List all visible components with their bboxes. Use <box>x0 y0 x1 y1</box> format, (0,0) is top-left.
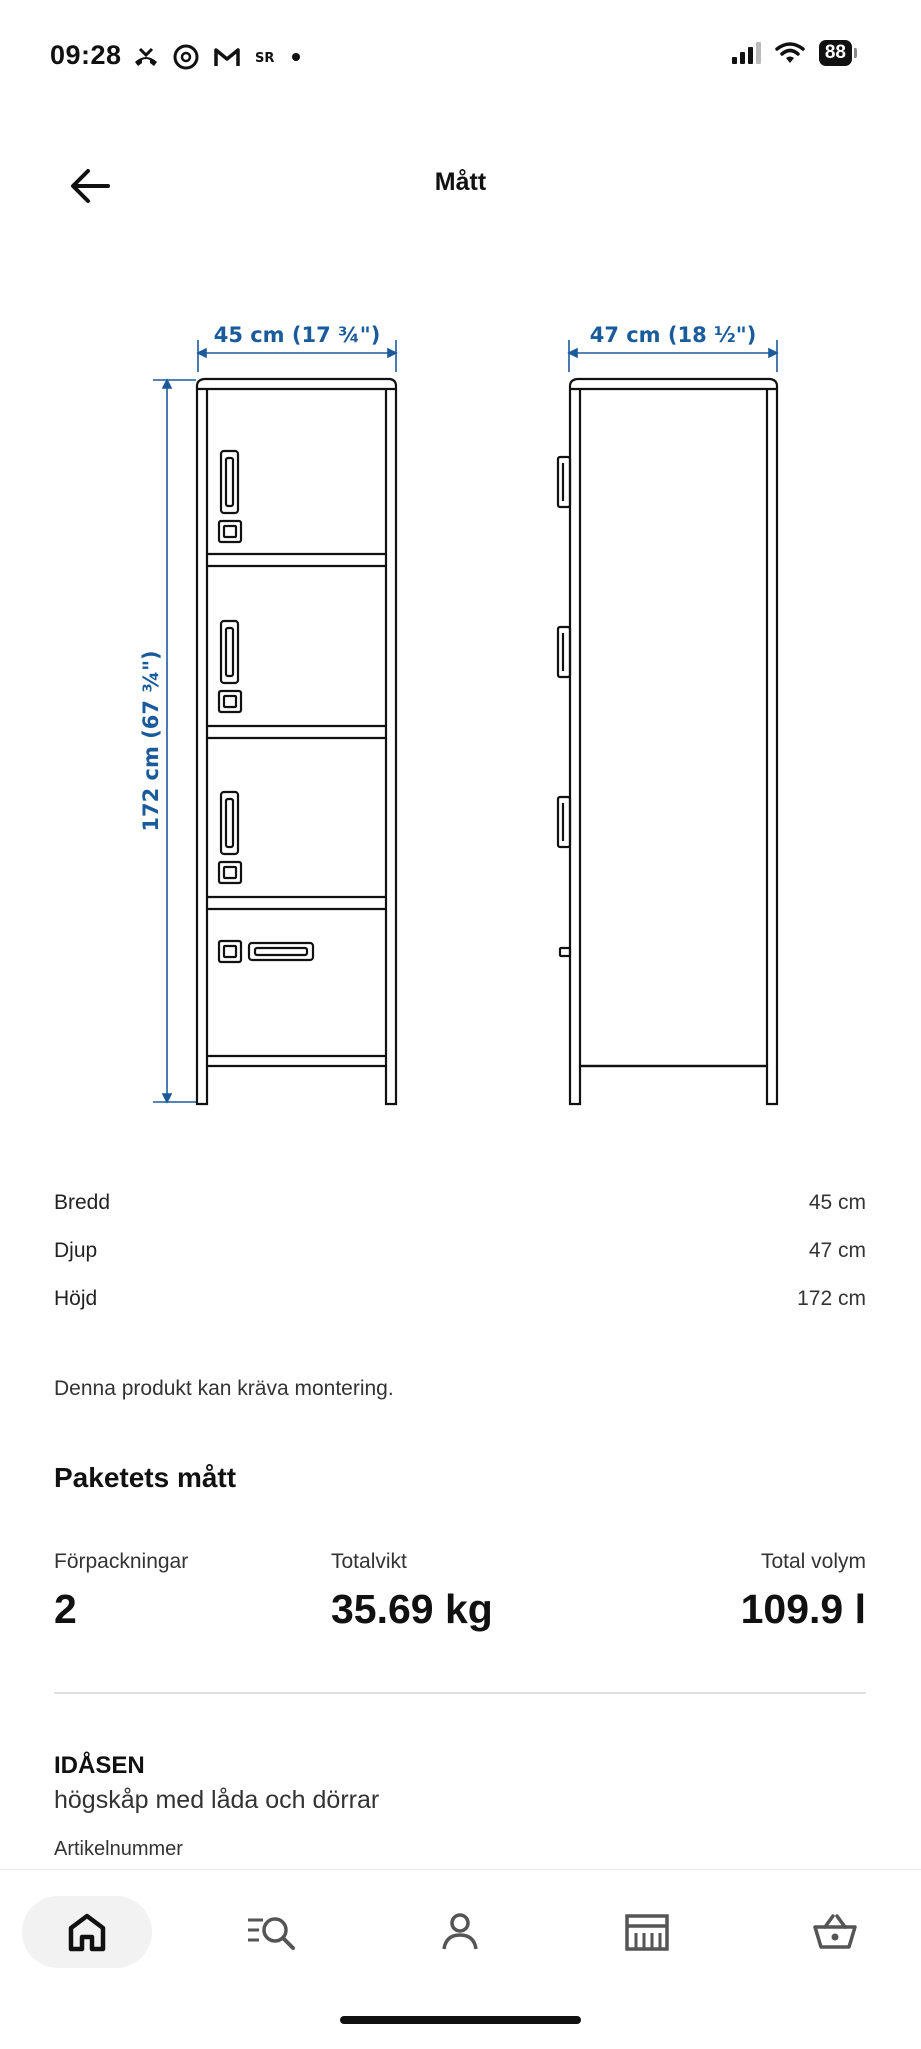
side-view <box>558 379 777 1104</box>
spec-row-width <box>54 1191 866 1231</box>
product-description: högskåp med låda och dörrar <box>54 1786 380 1814</box>
threads-icon <box>173 44 199 70</box>
gmail-icon <box>213 46 241 68</box>
total-weight-value: 35.69 kg <box>331 1586 493 1632</box>
dimension-drawing <box>0 300 921 1120</box>
home-icon <box>66 1911 108 1953</box>
sr-app-icon <box>255 49 277 65</box>
spec-row-depth <box>54 1239 866 1279</box>
width-dimension-label: 45 cm (17 ¾") <box>213 323 381 347</box>
spec-value: 45 cm <box>808 1191 866 1214</box>
battery-tip <box>854 48 857 58</box>
spec-label: Bredd <box>54 1191 111 1214</box>
assembly-note: Denna produkt kan kräva montering. <box>54 1377 394 1400</box>
spec-label: Höjd <box>54 1287 98 1310</box>
search-icon <box>246 1911 300 1953</box>
signal-icon <box>731 42 761 64</box>
nav-basket[interactable] <box>770 1896 900 1968</box>
nav-profile[interactable] <box>395 1896 525 1968</box>
package-count-label: Förpackningar <box>54 1550 189 1573</box>
spec-value: 172 cm <box>797 1287 866 1310</box>
depth-dimension-label: 47 cm (18 ½") <box>589 323 757 347</box>
nav-search[interactable] <box>208 1896 338 1968</box>
section-divider <box>54 1692 866 1694</box>
svg-text:SR: SR <box>255 51 275 65</box>
system-icons <box>731 40 857 66</box>
front-view <box>197 379 396 1104</box>
article-number-label: Artikelnummer <box>54 1838 183 1860</box>
status-time: 09:28 <box>50 40 122 70</box>
notification-icons <box>133 44 301 70</box>
total-weight-label: Totalvikt <box>331 1550 407 1573</box>
battery-level: 88 <box>819 40 852 66</box>
spec-value: 47 cm <box>808 1239 866 1262</box>
wifi-icon <box>775 42 805 64</box>
profile-icon <box>439 1911 481 1953</box>
package-section-title: Paketets mått <box>54 1462 237 1493</box>
page-title: Mått <box>434 168 487 196</box>
product-name: IDÅSEN <box>54 1752 145 1779</box>
spec-row-height <box>54 1287 866 1327</box>
basket-icon <box>812 1911 858 1953</box>
nav-home[interactable] <box>22 1896 152 1968</box>
package-count-value: 2 <box>54 1586 77 1632</box>
more-notifications-icon <box>291 52 301 62</box>
status-bar <box>0 0 921 110</box>
package-count <box>54 1550 188 1633</box>
store-icon <box>624 1911 670 1953</box>
total-weight <box>331 1550 493 1633</box>
spec-label: Djup <box>54 1239 98 1262</box>
total-volume-label: Total volym <box>760 1550 866 1573</box>
total-volume <box>741 1550 866 1633</box>
missed-call-icon <box>133 46 159 68</box>
height-dimension-label: 172 cm (67 ¾") <box>139 650 163 832</box>
home-indicator <box>340 2016 581 2024</box>
total-volume-value: 109.9 l <box>740 1586 866 1632</box>
nav-store[interactable] <box>582 1896 712 1968</box>
